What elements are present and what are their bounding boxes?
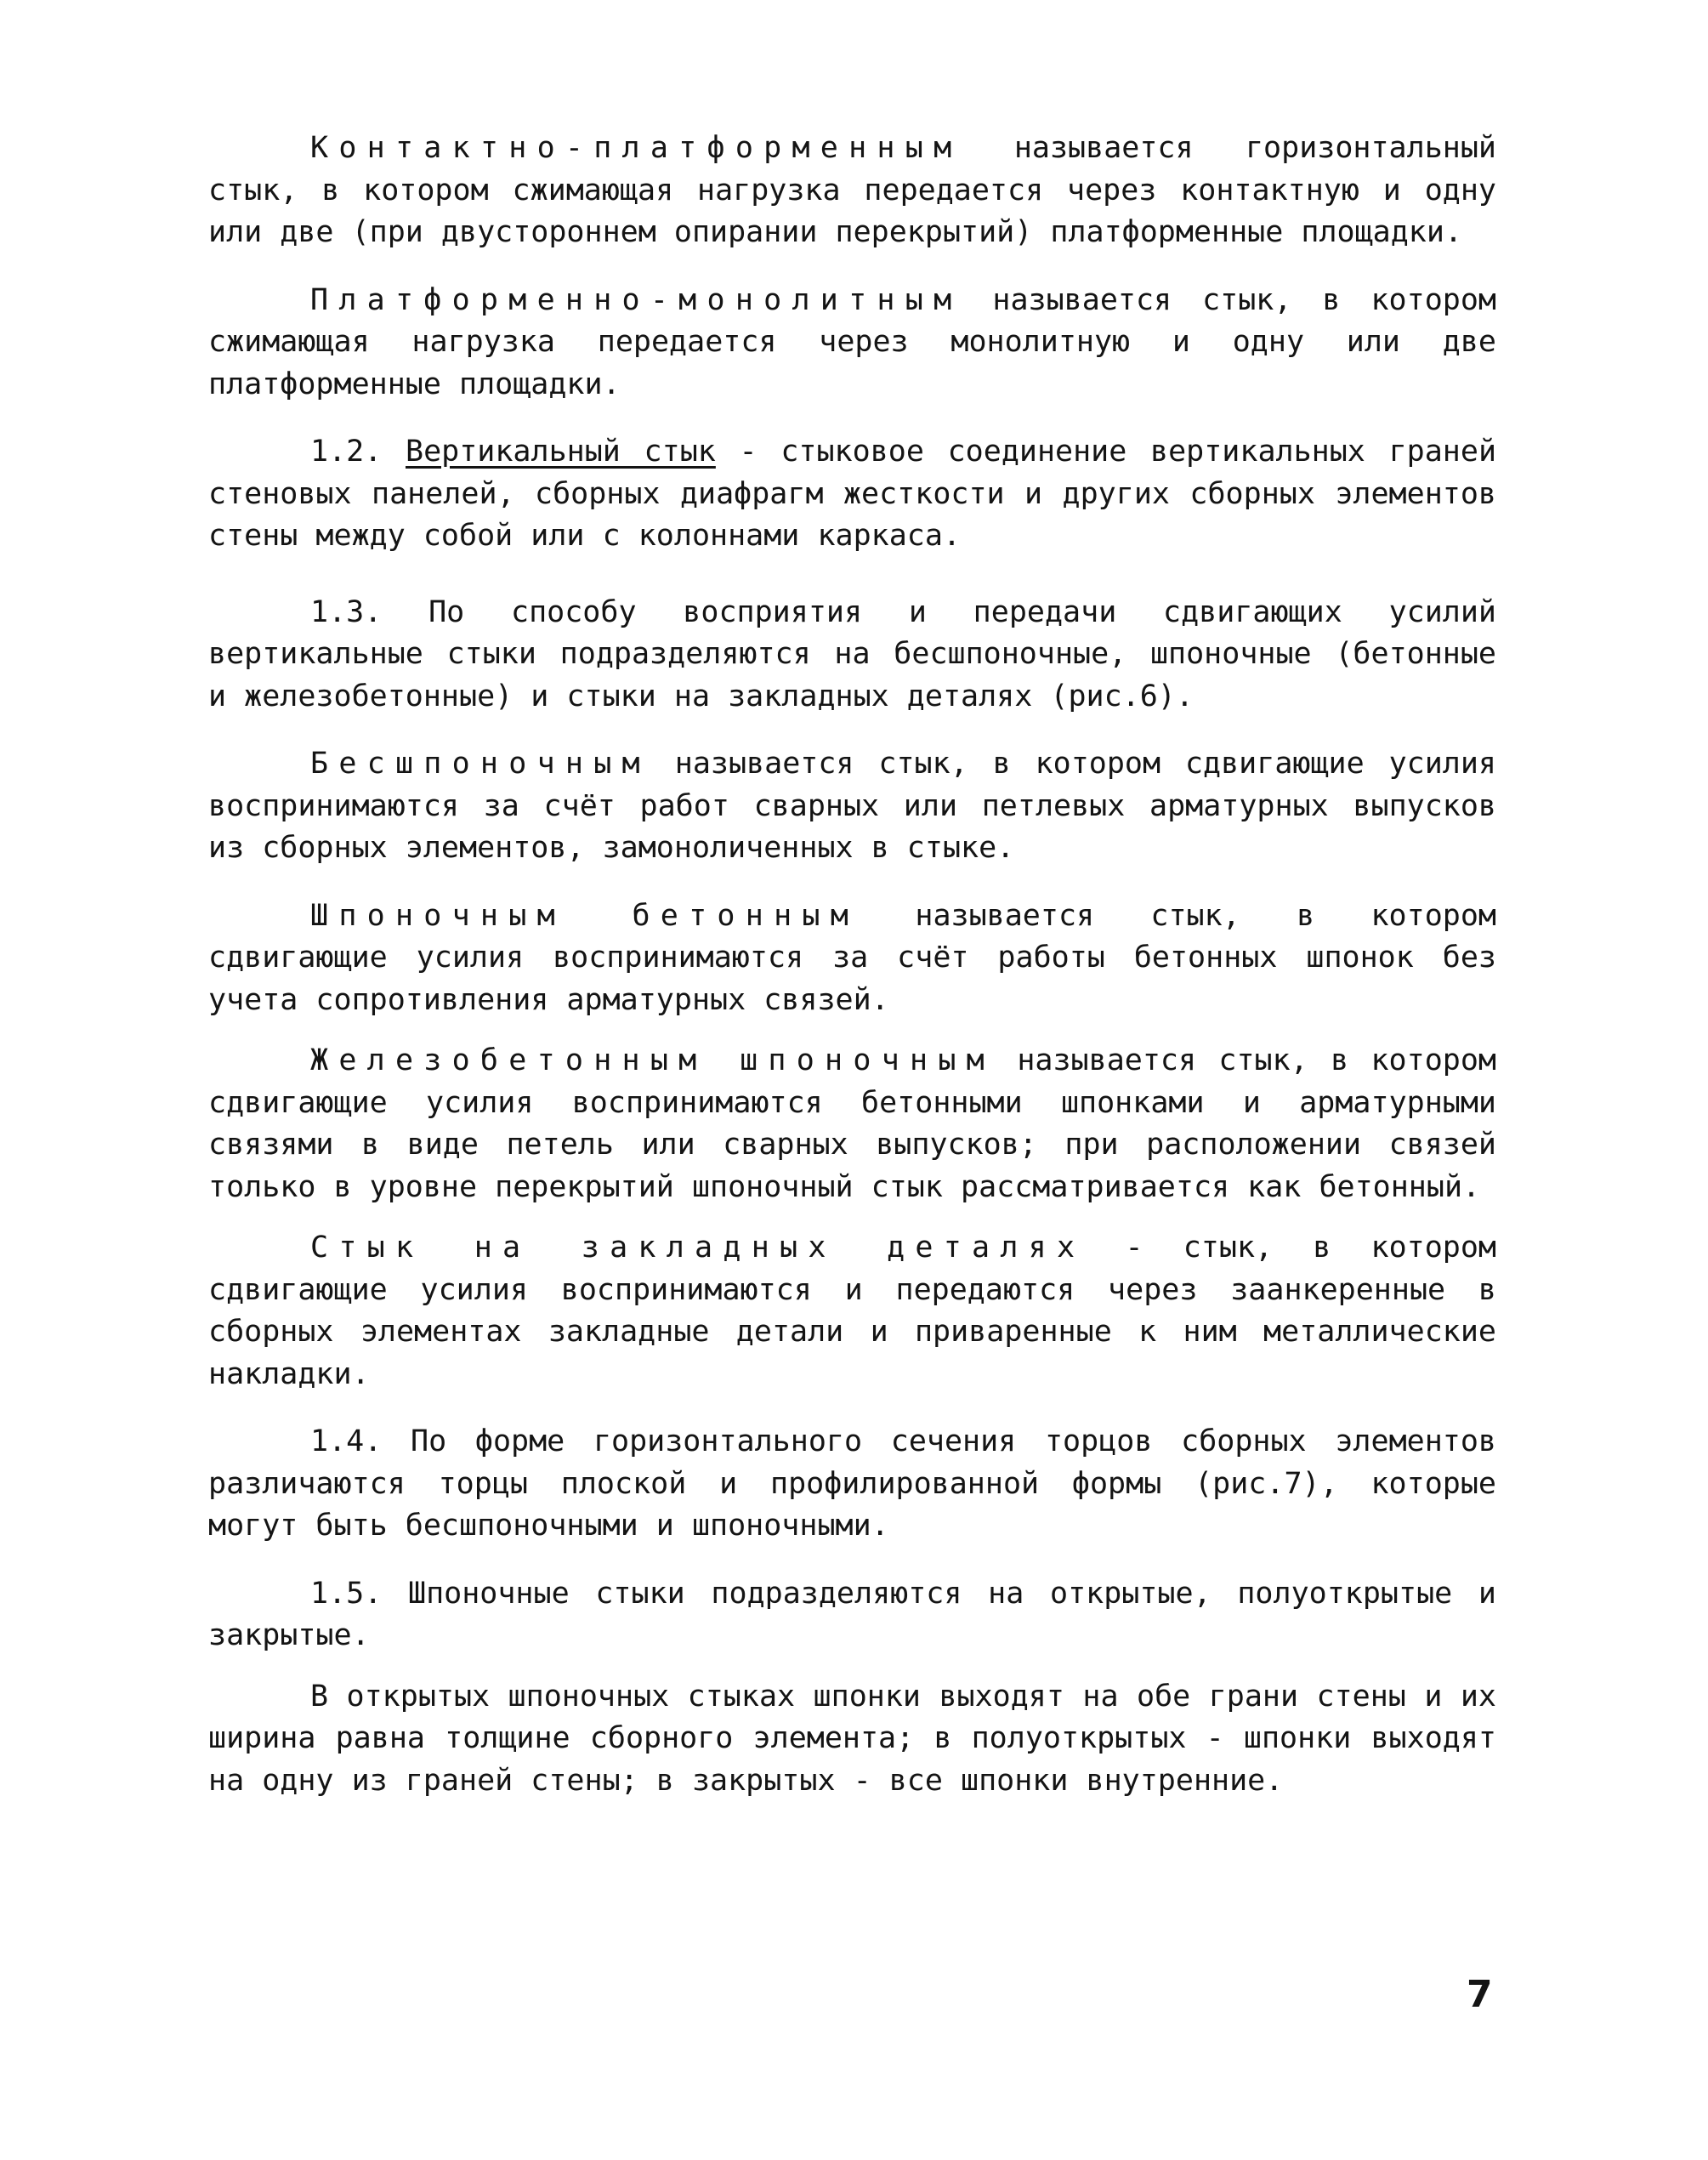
paragraph-text: называется стык, в котором сжимающая нагрузка передается через монолитную и одну или две платформенные площадки. (208, 282, 1496, 401)
paragraph-open-joints (208, 1676, 1496, 1803)
paragraph-1-2-vertical-joint (208, 431, 1496, 558)
paragraph-text: называется стык, в котором сдвигающие усилия воспринимаются бетонными шпонками и арматурными связями в виде петель или сварных выпусков; при расположении связей только в уровне перекрытий шпоночный стык рассматривается как бетонный. (208, 1043, 1496, 1204)
term-vertical-joint: Вертикальный стык (406, 435, 716, 469)
paragraph-embedded-parts (208, 1227, 1496, 1395)
document-page (208, 128, 1496, 1802)
page-number: 7 (1467, 1973, 1493, 2016)
paragraph-text: называется стык, в котором сдвигающие усилия воспринимаются за счёт работы бетонных шпонок без учета сопротивления арматурных связей. (208, 898, 1496, 1017)
paragraph-1-5 (208, 1573, 1496, 1657)
term-contact-platform: Контактно-платформенным (310, 131, 962, 165)
paragraph-reinforced-keyed (208, 1040, 1496, 1208)
term-keyed-concrete: Шпоночным бетонным (310, 898, 860, 933)
paragraph-platform-monolithic (208, 280, 1496, 406)
term-reinforced-keyed: Железобетонным шпоночным (310, 1043, 995, 1077)
term-keyless: Бесшпоночным (310, 747, 650, 781)
paragraph-text: 1.4. По форме горизонтального сечения торцов сборных элементов различаются торцы плоской и профилированной формы (рис.7), которые могут быть бесшпоночными и шпоночными. (208, 1424, 1496, 1543)
paragraph-1-4 (208, 1421, 1496, 1548)
paragraph-keyless (208, 743, 1496, 870)
paragraph-text: - стык, в котором сдвигающие усилия воспринимаются и передаются через заанкеренные в сборных элементах закладные детали и приваренные к ним металлические накладки. (208, 1231, 1496, 1391)
paragraph-contact-platform (208, 128, 1496, 254)
paragraph-1-3 (208, 592, 1496, 719)
paragraph-keyed-concrete (208, 895, 1496, 1022)
paragraph-text: В открытых шпоночных стыках шпонки выходят на обе грани стены и их ширина равна толщине сборного элемента; в полуоткрытых - шпонки выходят на одну из граней стены; в закрытых - все шпонки внутренние. (208, 1679, 1496, 1798)
term-embedded-parts: Стык на закладных деталях (310, 1231, 1086, 1265)
paragraph-text: называется горизонтальный стык, в котором сжимающая нагрузка передается через контактную и одну или две (при двустороннем опирании перекрытий) платформенные площадки. (208, 131, 1496, 249)
paragraph-text: называется стык, в котором сдвигающие усилия воспринимаются за счёт работ сварных или петлевых арматурных выпусков из сборных элементов, замоноличенных в стыке. (208, 747, 1496, 865)
clause-number: 1.2. (310, 435, 406, 469)
term-platform-monolithic: Платформенно-монолитным (310, 282, 962, 317)
paragraph-text: - стыковое соединение вертикальных граней стеновых панелей, сборных диафрагм жесткости и других сборных элементов стены между собой или с колоннами каркаса. (208, 435, 1497, 553)
paragraph-text: 1.5. Шпоночные стыки подразделяются на открытые, полуоткрытые и закрытые. (208, 1576, 1496, 1652)
paragraph-text: 1.3. По способу восприятия и передачи сдвигающих усилий вертикальные стыки подразделяются на бесшпоночные, шпоночные (бетонные и железобетонные) и стыки на закладных деталях (рис.6). (208, 594, 1496, 713)
